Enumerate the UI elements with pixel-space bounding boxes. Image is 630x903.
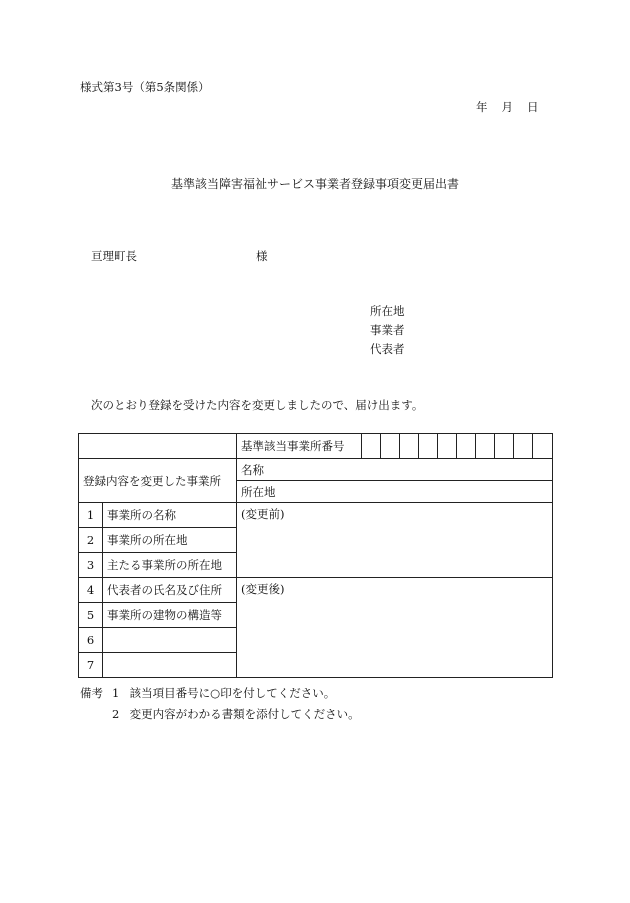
applicant-business-label: 事業者	[370, 323, 405, 337]
form-number: 様式第3号（第5条関係）	[80, 80, 210, 94]
date-day-label: 日	[527, 100, 539, 114]
item-number: 6	[79, 628, 103, 653]
applicant-representative-label: 代表者	[370, 342, 405, 356]
applicant-location-label: 所在地	[370, 304, 405, 318]
after-change-field[interactable]	[237, 578, 553, 678]
item-label[interactable]	[103, 628, 237, 653]
date-line	[476, 102, 539, 114]
changed-office-label: 登録内容を変更した事業所	[79, 459, 237, 503]
addressee-honorific: 様	[256, 249, 268, 263]
office-name-field[interactable]	[237, 459, 553, 481]
item-label: 代表者の氏名及び住所	[103, 578, 237, 603]
note-text: 変更内容がわかる書類を添付してください。	[129, 707, 360, 721]
item-number: 7	[79, 653, 103, 678]
blank-header-cell	[79, 434, 237, 459]
item-number: 1	[79, 503, 103, 528]
office-number-label: 基準該当事業所番号	[237, 434, 362, 459]
office-number-digit-8[interactable]	[495, 434, 514, 459]
office-number-digit-3[interactable]	[400, 434, 419, 459]
note-number: 1	[112, 686, 120, 700]
before-change-label: (変更前)	[241, 507, 285, 521]
item-label: 事業所の名称	[103, 503, 237, 528]
office-address-field[interactable]	[237, 481, 553, 503]
date-year-label: 年	[476, 100, 488, 114]
item-label: 事業所の建物の構造等	[103, 603, 237, 628]
item-number: 2	[79, 528, 103, 553]
office-number-digit-6[interactable]	[457, 434, 476, 459]
office-number-digit-5[interactable]	[438, 434, 457, 459]
note-item	[112, 688, 335, 700]
office-name-label: 名称	[241, 462, 264, 477]
note-item	[112, 709, 360, 721]
notes-label: 備考	[80, 686, 103, 700]
addressee-name: 亘理町長	[91, 249, 137, 263]
office-number-digit-7[interactable]	[476, 434, 495, 459]
office-number-digit-9[interactable]	[514, 434, 533, 459]
document-title: 基準該当障害福祉サービス事業者登録事項変更届出書	[170, 177, 459, 191]
item-label[interactable]	[103, 653, 237, 678]
change-notification-table	[78, 433, 553, 678]
office-number-digit-10[interactable]	[533, 434, 553, 459]
item-number: 4	[79, 578, 103, 603]
office-address-label: 所在地	[241, 484, 276, 499]
note-text: 該当項目番号に○印を付してください。	[129, 686, 336, 700]
office-number-digit-4[interactable]	[419, 434, 438, 459]
after-change-label: (変更後)	[241, 582, 285, 596]
item-label: 主たる事業所の所在地	[103, 553, 237, 578]
date-month-label: 月	[501, 100, 513, 114]
office-number-digit-1[interactable]	[362, 434, 381, 459]
item-number: 3	[79, 553, 103, 578]
item-label: 事業所の所在地	[103, 528, 237, 553]
intro-text: 次のとおり登録を受けた内容を変更しましたので、届け出ます。	[91, 398, 424, 412]
item-number: 5	[79, 603, 103, 628]
note-number: 2	[112, 707, 120, 721]
office-number-digit-2[interactable]	[381, 434, 400, 459]
before-change-field[interactable]	[237, 503, 553, 578]
